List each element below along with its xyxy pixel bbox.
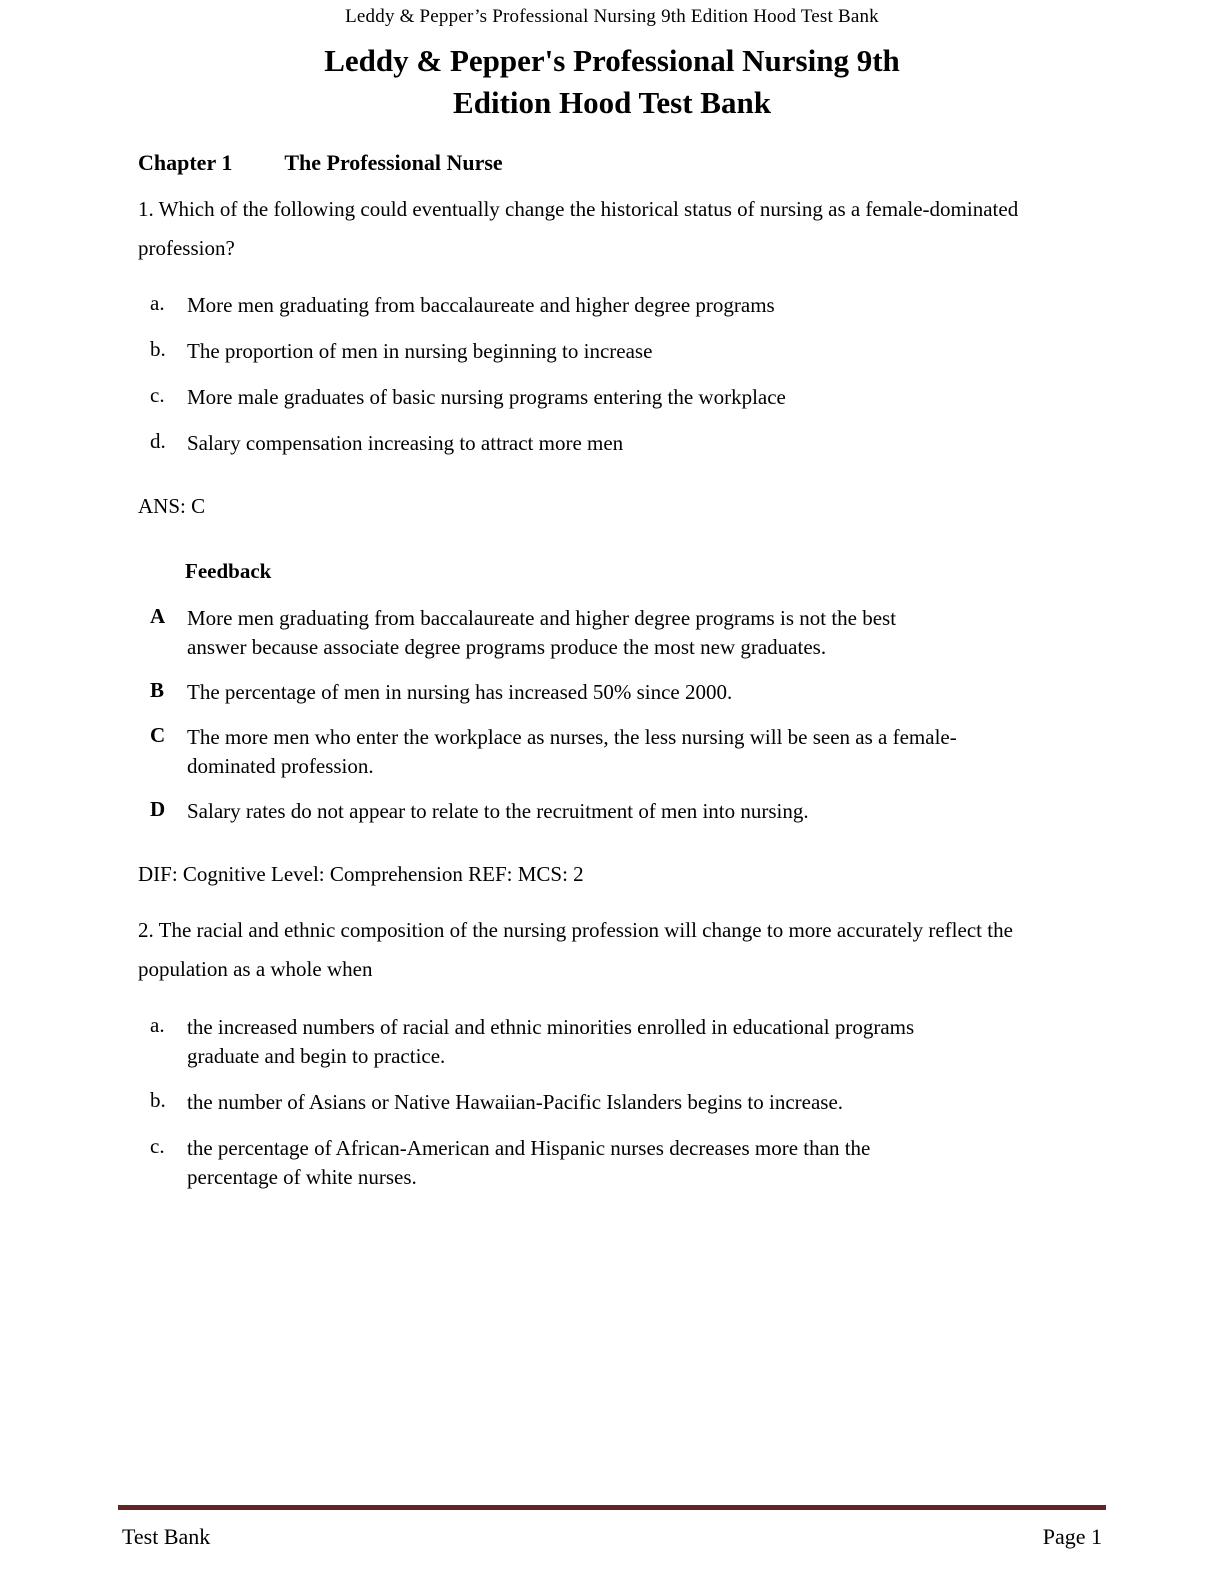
option-text: More male graduates of basic nursing programs entering the workplace xyxy=(187,385,786,410)
option-text: the number of Asians or Native Hawaiian-Pacific Islanders begins to increase. xyxy=(187,1089,844,1114)
feedback-heading: Feedback xyxy=(185,559,272,584)
question-2-options xyxy=(150,1013,1084,1192)
option-text: the percentage of African-American and Hispanic nurses decreases more than the percentage of white nurses. xyxy=(187,1135,871,1189)
option-text: Salary compensation increasing to attract more men xyxy=(187,431,624,456)
document-title-line-1: Leddy & Pepper's Professional Nursing 9th xyxy=(324,43,900,78)
question-2-stem: 2. The racial and ethnic composition of the nursing profession will change to more accurately reflect the population as a whole when xyxy=(138,918,1013,981)
question-1-answer: ANS: C xyxy=(138,494,206,519)
feedback-item xyxy=(150,797,1084,826)
option-text: More men graduating from baccalaureate and higher degree programs xyxy=(187,293,775,318)
question-1-stem: 1. Which of the following could eventually change the historical status of nursing as a female-dominated profession? xyxy=(138,196,1019,260)
question-1-options xyxy=(150,291,1084,458)
page-body xyxy=(0,150,1224,1192)
page-footer xyxy=(122,1524,1102,1550)
footer-left-label: Test Bank xyxy=(122,1524,211,1549)
question-1-dif: DIF: Cognitive Level: Comprehension REF: MCS: 2 xyxy=(138,862,584,887)
answer-option xyxy=(150,1088,1084,1117)
answer-option xyxy=(150,1013,1084,1071)
feedback-letter: C xyxy=(150,723,166,748)
option-letter: b. xyxy=(150,337,166,362)
question-1-feedback xyxy=(150,604,1084,826)
feedback-item xyxy=(150,723,1084,781)
chapter-number: Chapter 1 xyxy=(138,149,233,175)
option-text: The proportion of men in nursing beginning to increase xyxy=(187,339,653,364)
option-letter: d. xyxy=(150,429,166,454)
option-letter: c. xyxy=(150,383,165,408)
chapter-heading xyxy=(138,150,1084,176)
option-letter: a. xyxy=(150,1012,165,1037)
feedback-text: More men graduating from baccalaureate and higher degree programs is not the best answer because associate degree programs produce the most new graduates. xyxy=(187,606,897,660)
feedback-text: The percentage of men in nursing has increased 50% since 2000. xyxy=(187,680,733,705)
document-title xyxy=(0,40,1224,124)
option-letter: b. xyxy=(150,1087,166,1112)
footer-divider xyxy=(118,1505,1106,1510)
feedback-letter: D xyxy=(150,797,166,822)
answer-option xyxy=(150,383,1084,412)
question-2 xyxy=(138,911,1084,1192)
feedback-text: Salary rates do not appear to relate to the recruitment of men into nursing. xyxy=(187,799,809,824)
answer-option xyxy=(150,429,1084,458)
answer-option xyxy=(150,337,1084,366)
option-letter: a. xyxy=(150,291,165,316)
document-title-line-2: Edition Hood Test Bank xyxy=(453,84,771,120)
feedback-text: The more men who enter the workplace as nurses, the less nursing will be seen as a female-dominated profession. xyxy=(187,725,957,779)
feedback-letter: A xyxy=(150,604,166,629)
feedback-item xyxy=(150,678,1084,707)
feedback-item xyxy=(150,604,1084,662)
chapter-name: The Professional Nurse xyxy=(284,149,503,175)
answer-option xyxy=(150,1134,1084,1192)
feedback-letter: B xyxy=(150,678,165,703)
footer-page-number: Page 1 xyxy=(1042,1524,1102,1549)
option-text: the increased numbers of racial and ethnic minorities enrolled in educational programs graduate and begin to practice. xyxy=(187,1014,915,1068)
running-header: Leddy & Pepper’s Professional Nursing 9th Edition Hood Test Bank xyxy=(345,6,879,27)
answer-option xyxy=(150,291,1084,320)
option-letter: c. xyxy=(150,1133,165,1158)
